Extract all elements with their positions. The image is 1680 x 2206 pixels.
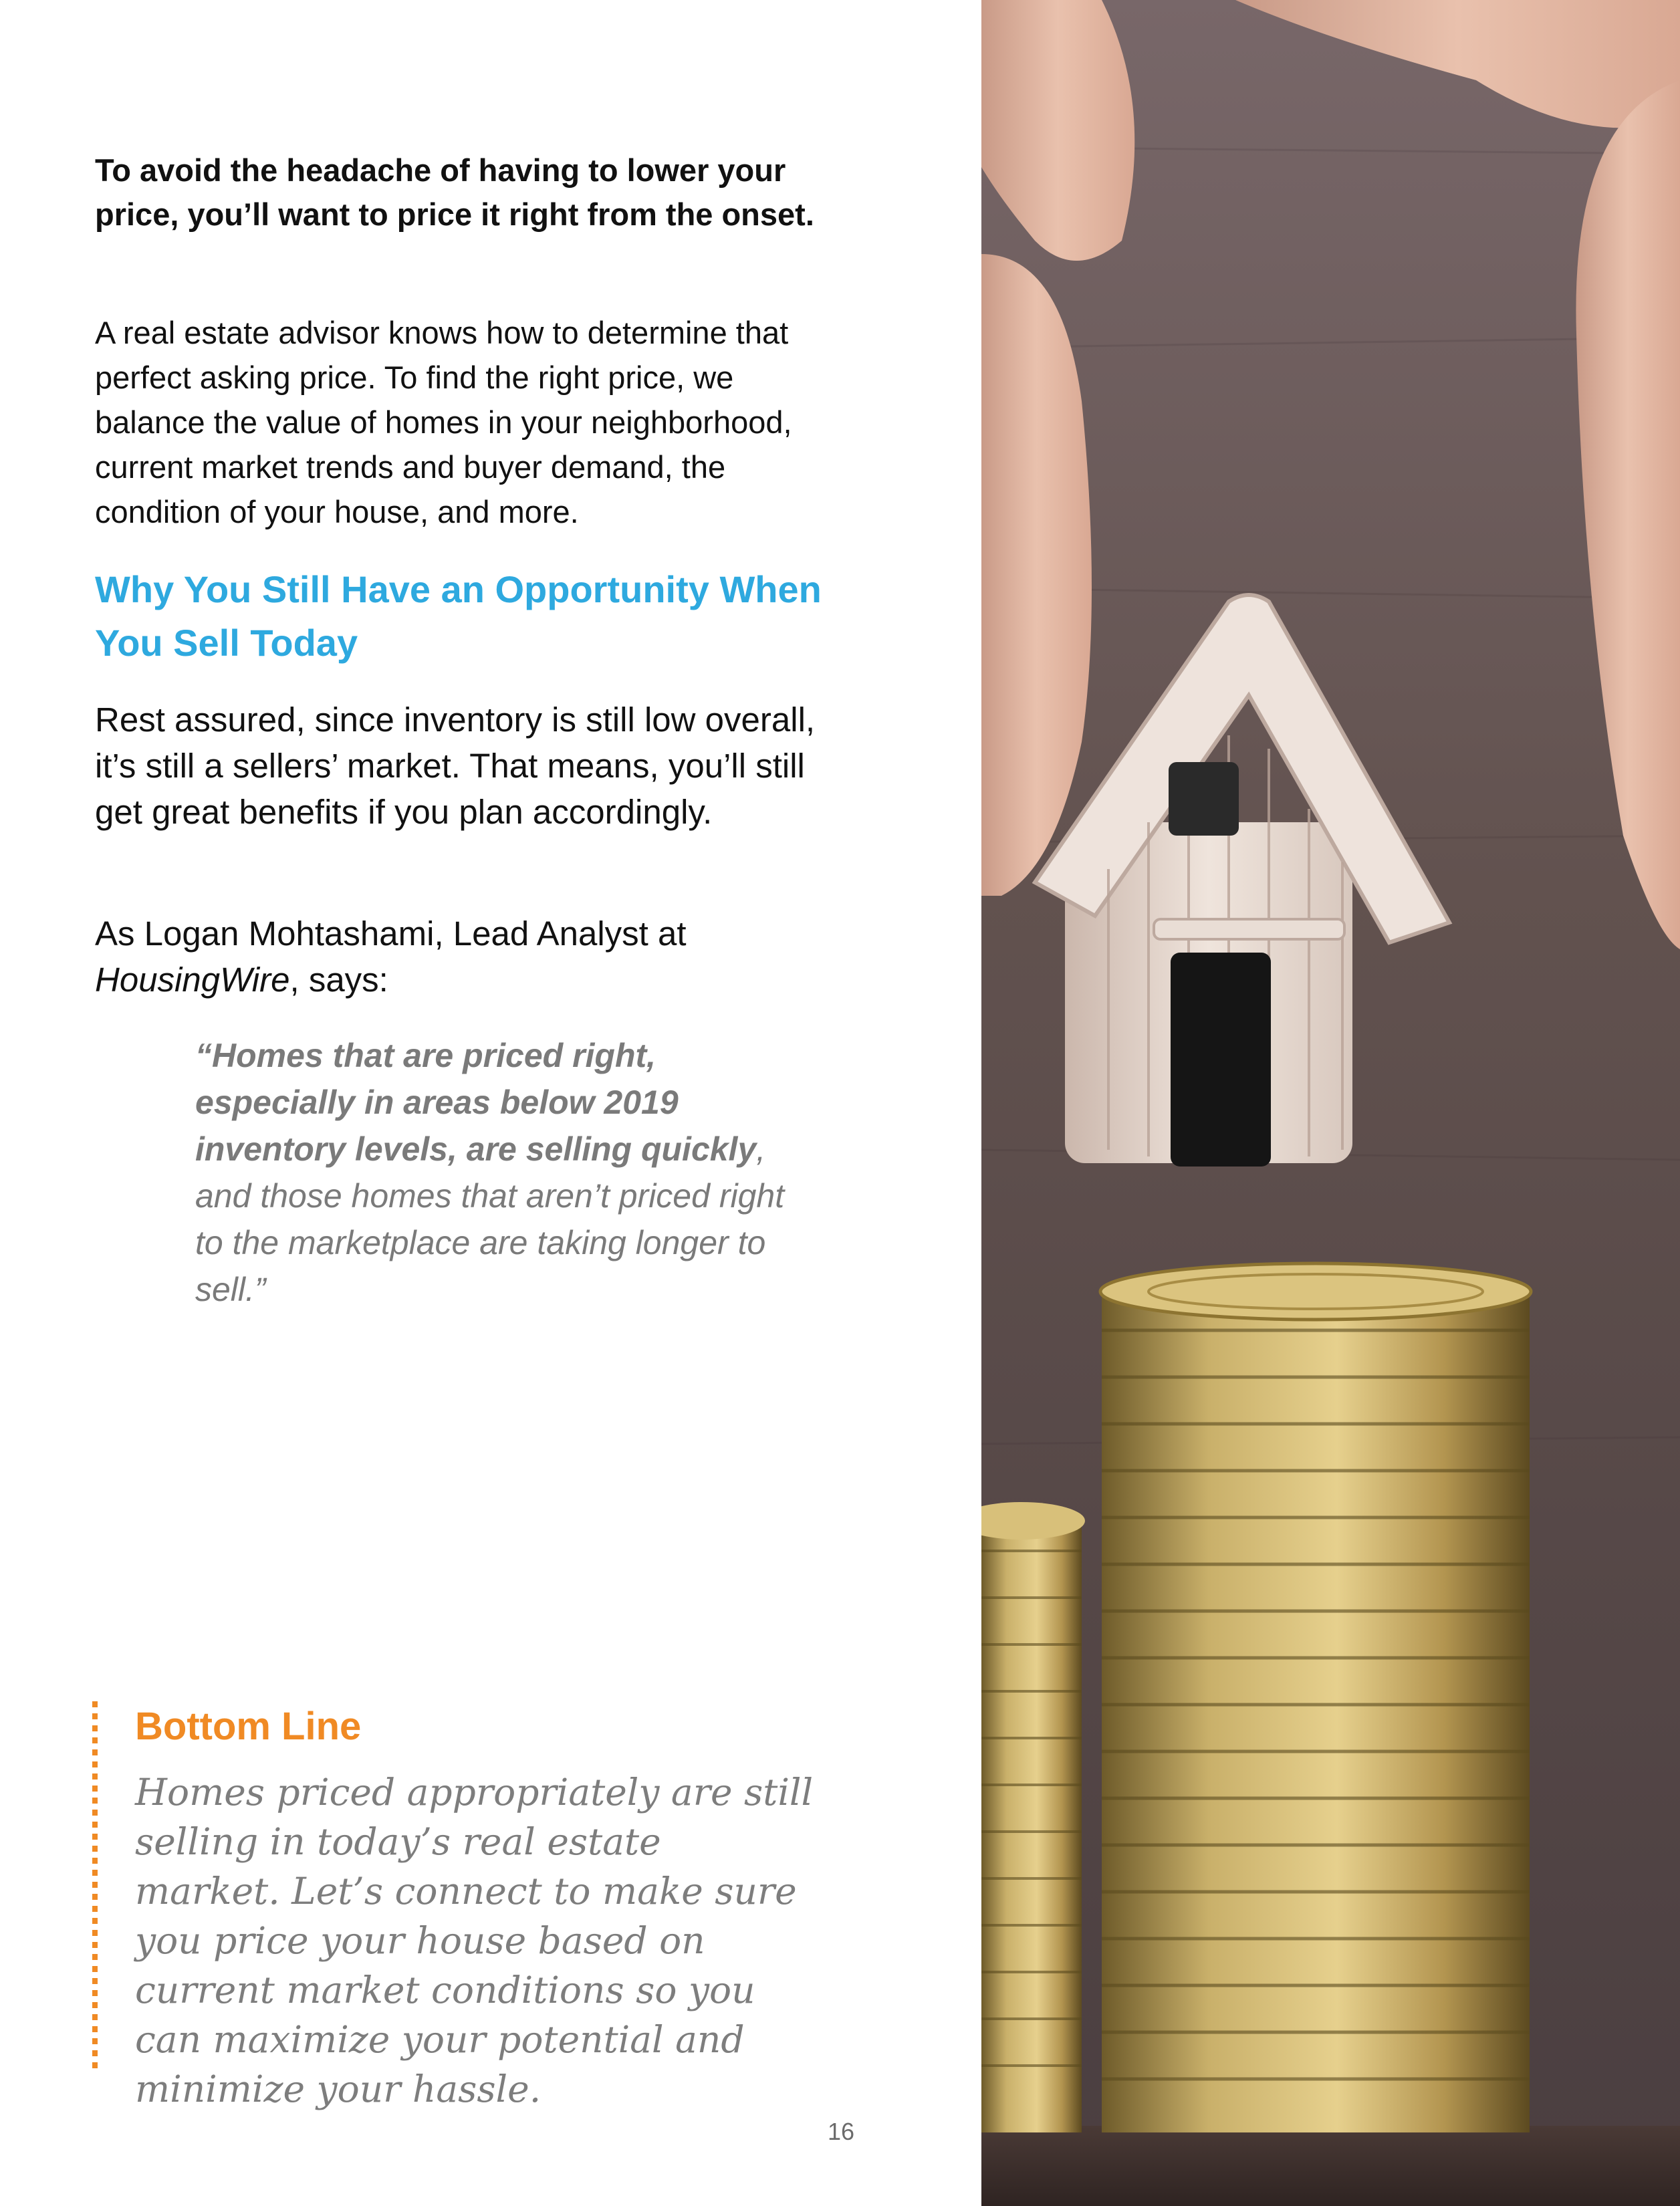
small-coin-stack [981,1502,1085,2132]
bottom-line-body: Homes priced appropriately are still selling in today’s real estate market. Let’s connect to make sure you price your house based on current market conditions so you can maximize your potential and minimize your hassle. [135,1771,814,2110]
bottom-line-title: Bottom Line [135,1705,362,1748]
pull-quote [195,1032,817,1313]
quote-rest-text: , and those homes that aren’t priced right to the marketplace are taking longer to sell.” [195,1130,785,1308]
publication-name: HousingWire [95,961,290,999]
intro-bold-text: To avoid the headache of having to lower your price, you’ll want to price it right from the onset. [95,152,814,232]
page-number: 16 [827,2118,855,2145]
attribution-lead: As Logan Mohtashami, Lead Analyst at [95,914,687,953]
callout-dotted-rule [92,1701,98,2072]
photo-illustration [981,0,1680,2206]
rest-assured-paragraph: Rest assured, since inventory is still low overall, it’s still a sellers’ market. That means, you’ll still get great benefits if you plan accordingly. [95,701,816,831]
house-on-coins-photo [981,0,1680,2206]
large-coin-stack [1100,1263,1531,2132]
attribution-tail: , says: [289,961,388,999]
attribution-paragraph [95,910,837,1003]
advisor-paragraph: A real estate advisor knows how to determine that perfect asking price. To find the right price, we balance the value of homes in your neighborhood, current market trends and buyer demand, the condition of your house, and more. [95,315,792,529]
tabletop [981,2126,1680,2206]
section-heading: Why You Still Have an Opportunity When You Sell Today [95,568,822,664]
quote-strong-text: “Homes that are priced right, especially in areas below 2019 inventory levels, are selling quickly [195,1037,757,1168]
